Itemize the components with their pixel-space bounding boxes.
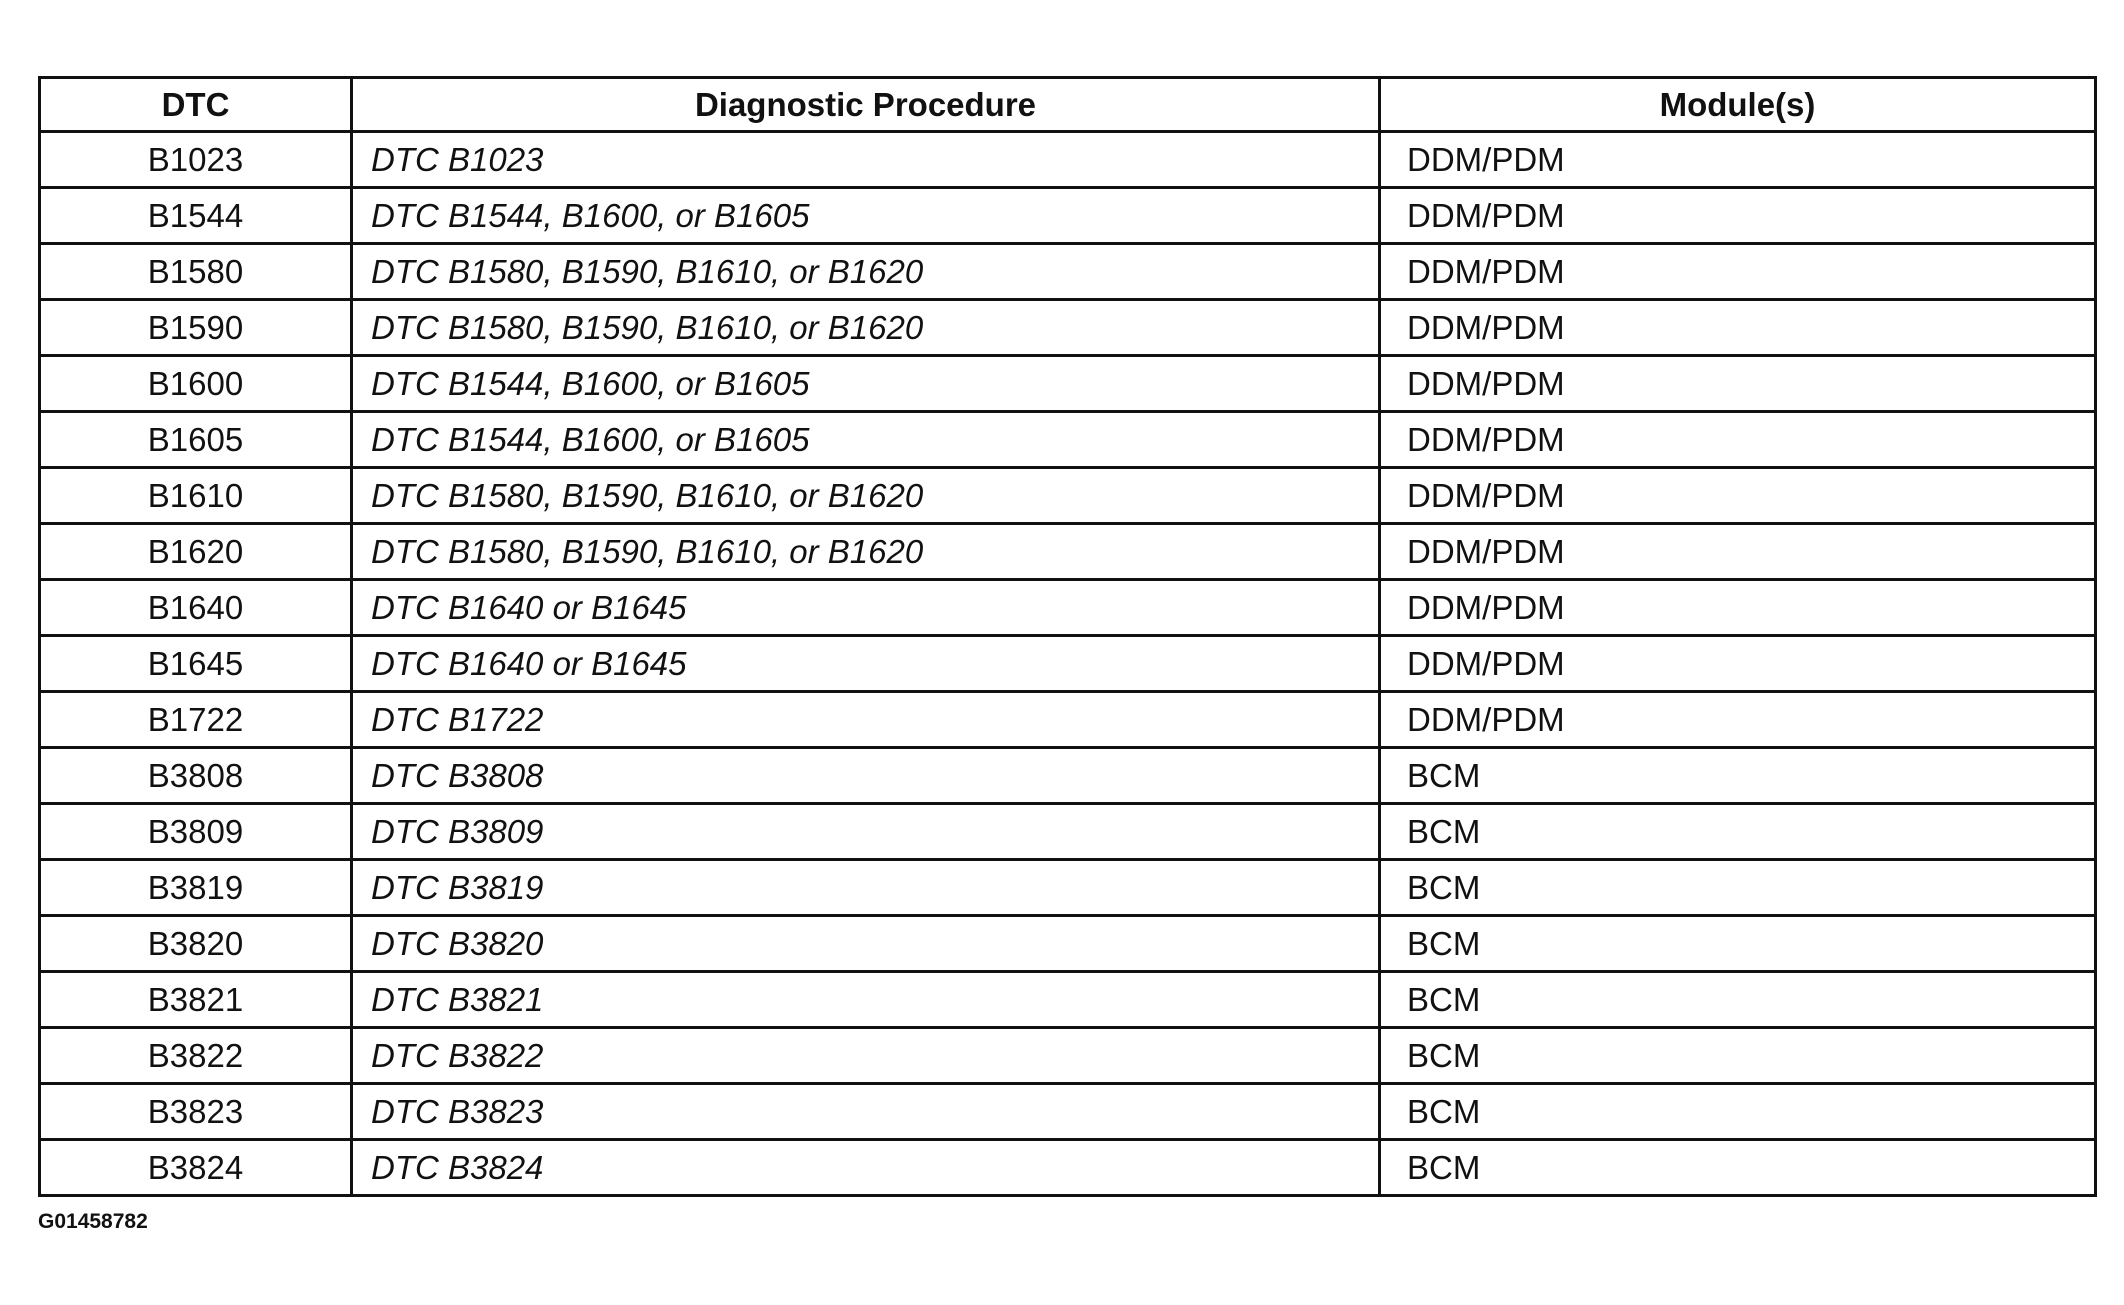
header-dtc: DTC bbox=[40, 78, 352, 132]
dtc-code-cell: B1544 bbox=[40, 188, 352, 244]
table-row bbox=[40, 916, 2096, 972]
dtc-code-cell: B1605 bbox=[40, 412, 352, 468]
diagnostic-procedure-cell: DTC B1640 or B1645 bbox=[352, 636, 1380, 692]
module-cell: BCM bbox=[1380, 748, 2096, 804]
table-row bbox=[40, 804, 2096, 860]
module-cell: DDM/PDM bbox=[1380, 188, 2096, 244]
dtc-code-cell: B3823 bbox=[40, 1084, 352, 1140]
header-modules: Module(s) bbox=[1380, 78, 2096, 132]
table-row bbox=[40, 860, 2096, 916]
table-row bbox=[40, 692, 2096, 748]
module-cell: DDM/PDM bbox=[1380, 692, 2096, 748]
diagnostic-procedure-cell: DTC B1023 bbox=[352, 132, 1380, 188]
diagnostic-procedure-cell: DTC B3819 bbox=[352, 860, 1380, 916]
dtc-code-cell: B3822 bbox=[40, 1028, 352, 1084]
diagnostic-procedure-cell: DTC B1640 or B1645 bbox=[352, 580, 1380, 636]
table-row bbox=[40, 1084, 2096, 1140]
module-cell: DDM/PDM bbox=[1380, 468, 2096, 524]
table-row bbox=[40, 1028, 2096, 1084]
module-cell: DDM/PDM bbox=[1380, 636, 2096, 692]
diagnostic-procedure-cell: DTC B1544, B1600, or B1605 bbox=[352, 356, 1380, 412]
module-cell: BCM bbox=[1380, 1084, 2096, 1140]
diagnostic-procedure-cell: DTC B1544, B1600, or B1605 bbox=[352, 412, 1380, 468]
dtc-code-cell: B3820 bbox=[40, 916, 352, 972]
table-row bbox=[40, 300, 2096, 356]
module-cell: BCM bbox=[1380, 804, 2096, 860]
dtc-code-cell: B3824 bbox=[40, 1140, 352, 1196]
module-cell: BCM bbox=[1380, 916, 2096, 972]
diagnostic-procedure-cell: DTC B3824 bbox=[352, 1140, 1380, 1196]
dtc-code-cell: B1023 bbox=[40, 132, 352, 188]
module-cell: DDM/PDM bbox=[1380, 244, 2096, 300]
diagnostic-procedure-cell: DTC B3822 bbox=[352, 1028, 1380, 1084]
module-cell: DDM/PDM bbox=[1380, 132, 2096, 188]
dtc-code-cell: B1722 bbox=[40, 692, 352, 748]
dtc-code-cell: B3819 bbox=[40, 860, 352, 916]
table-row bbox=[40, 412, 2096, 468]
dtc-code-cell: B1600 bbox=[40, 356, 352, 412]
module-cell: BCM bbox=[1380, 1140, 2096, 1196]
table-row bbox=[40, 356, 2096, 412]
header-row bbox=[40, 78, 2096, 132]
diagnostic-procedure-cell: DTC B3809 bbox=[352, 804, 1380, 860]
module-cell: DDM/PDM bbox=[1380, 300, 2096, 356]
diagnostic-procedure-cell: DTC B3823 bbox=[352, 1084, 1380, 1140]
diagnostic-procedure-cell: DTC B1580, B1590, B1610, or B1620 bbox=[352, 524, 1380, 580]
dtc-code-cell: B1580 bbox=[40, 244, 352, 300]
table-header bbox=[40, 78, 2096, 132]
table-row bbox=[40, 972, 2096, 1028]
diagnostic-procedure-cell: DTC B1580, B1590, B1610, or B1620 bbox=[352, 468, 1380, 524]
figure-id: G01458782 bbox=[38, 1210, 148, 1233]
diagnostic-procedure-cell: DTC B1580, B1590, B1610, or B1620 bbox=[352, 300, 1380, 356]
module-cell: DDM/PDM bbox=[1380, 356, 2096, 412]
table-row bbox=[40, 524, 2096, 580]
dtc-code-cell: B3808 bbox=[40, 748, 352, 804]
table-row bbox=[40, 132, 2096, 188]
table-row bbox=[40, 748, 2096, 804]
module-cell: DDM/PDM bbox=[1380, 524, 2096, 580]
module-cell: BCM bbox=[1380, 972, 2096, 1028]
dtc-code-cell: B3809 bbox=[40, 804, 352, 860]
dtc-code-cell: B1590 bbox=[40, 300, 352, 356]
dtc-code-cell: B1640 bbox=[40, 580, 352, 636]
dtc-code-cell: B3821 bbox=[40, 972, 352, 1028]
module-cell: BCM bbox=[1380, 1028, 2096, 1084]
table-row bbox=[40, 188, 2096, 244]
module-cell: DDM/PDM bbox=[1380, 580, 2096, 636]
dtc-code-cell: B1645 bbox=[40, 636, 352, 692]
table-row bbox=[40, 468, 2096, 524]
header-diagnostic-procedure: Diagnostic Procedure bbox=[352, 78, 1380, 132]
diagnostic-procedure-cell: DTC B3820 bbox=[352, 916, 1380, 972]
diagnostic-procedure-cell: DTC B1580, B1590, B1610, or B1620 bbox=[352, 244, 1380, 300]
module-cell: DDM/PDM bbox=[1380, 412, 2096, 468]
module-cell: BCM bbox=[1380, 860, 2096, 916]
diagnostic-procedure-cell: DTC B3821 bbox=[352, 972, 1380, 1028]
dtc-code-cell: B1610 bbox=[40, 468, 352, 524]
table-body bbox=[40, 132, 2096, 1196]
diagnostic-procedure-cell: DTC B1544, B1600, or B1605 bbox=[352, 188, 1380, 244]
dtc-table bbox=[38, 76, 2097, 1197]
table-row bbox=[40, 244, 2096, 300]
table-row bbox=[40, 1140, 2096, 1196]
diagnostic-procedure-cell: DTC B3808 bbox=[352, 748, 1380, 804]
diagnostic-procedure-cell: DTC B1722 bbox=[352, 692, 1380, 748]
dtc-code-cell: B1620 bbox=[40, 524, 352, 580]
table-row bbox=[40, 636, 2096, 692]
table-row bbox=[40, 580, 2096, 636]
